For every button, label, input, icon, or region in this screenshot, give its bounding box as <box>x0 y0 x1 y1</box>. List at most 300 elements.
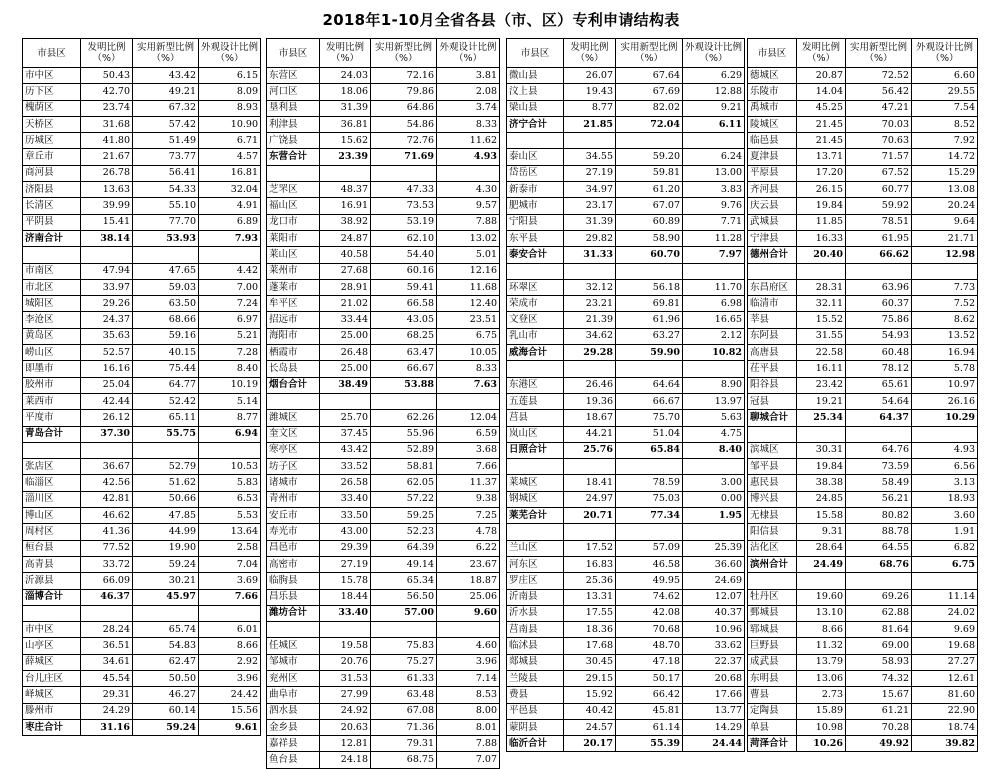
table-row <box>748 312 978 328</box>
utility-ratio-cell: 75.83 <box>371 638 437 654</box>
invention-ratio-cell: 24.18 <box>320 752 371 768</box>
area-name-cell: 利津县 <box>267 116 320 132</box>
area-name-cell: 莘县 <box>748 312 797 328</box>
utility-ratio-cell: 56.50 <box>371 589 437 605</box>
design-ratio-cell: 4.93 <box>437 149 500 165</box>
invention-ratio-cell: 52.57 <box>81 345 133 361</box>
invention-ratio-cell: 20.87 <box>797 68 846 84</box>
table-row <box>267 638 500 654</box>
design-ratio-cell: 8.40 <box>683 442 745 458</box>
area-name-cell <box>267 622 320 638</box>
header-design-label: 外观设计比例 <box>439 42 497 53</box>
table-row <box>748 573 978 589</box>
design-ratio-cell: 12.88 <box>683 84 745 100</box>
design-ratio-cell: 2.08 <box>437 84 500 100</box>
design-ratio-cell: 5.83 <box>199 475 261 491</box>
utility-ratio-cell: 56.18 <box>616 279 683 295</box>
invention-ratio-cell: 33.44 <box>320 312 371 328</box>
invention-ratio-cell <box>564 524 616 540</box>
invention-ratio-cell <box>564 133 616 149</box>
design-ratio-cell: 11.70 <box>683 279 745 295</box>
invention-ratio-cell: 24.03 <box>320 68 371 84</box>
table-row <box>507 589 745 605</box>
design-ratio-cell: 12.04 <box>437 410 500 426</box>
invention-ratio-cell: 17.52 <box>564 540 616 556</box>
table-row <box>748 84 978 100</box>
invention-ratio-cell: 15.78 <box>320 573 371 589</box>
utility-ratio-cell: 59.41 <box>371 279 437 295</box>
utility-ratio-cell: 55.75 <box>133 426 199 442</box>
invention-ratio-cell: 30.45 <box>564 654 616 670</box>
invention-ratio-cell: 23.21 <box>564 296 616 312</box>
area-name-cell: 市北区 <box>23 279 81 295</box>
design-ratio-cell: 18.74 <box>912 719 978 735</box>
area-name-cell: 沾化区 <box>748 540 797 556</box>
area-name-cell: 菏泽合计 <box>748 736 797 752</box>
table-row <box>23 100 261 116</box>
table-row <box>748 622 978 638</box>
design-ratio-cell: 10.90 <box>199 116 261 132</box>
area-name-cell: 德州合计 <box>748 247 797 263</box>
design-ratio-cell: 7.66 <box>199 589 261 605</box>
area-name-cell: 岚山区 <box>507 426 564 442</box>
design-ratio-cell: 6.94 <box>199 426 261 442</box>
design-ratio-cell: 7.97 <box>683 247 745 263</box>
table-row <box>507 198 745 214</box>
area-name-cell: 滨城区 <box>748 442 797 458</box>
utility-ratio-cell: 47.33 <box>371 182 437 198</box>
table-row <box>23 182 261 198</box>
area-name-cell: 巨野县 <box>748 638 797 654</box>
invention-ratio-cell: 21.45 <box>797 133 846 149</box>
area-name-cell: 成武县 <box>748 654 797 670</box>
design-ratio-cell: 8.52 <box>912 116 978 132</box>
total-row <box>507 736 745 752</box>
utility-ratio-cell: 64.77 <box>133 377 199 393</box>
design-ratio-cell: 3.96 <box>199 670 261 686</box>
utility-ratio-cell: 75.86 <box>846 312 912 328</box>
design-ratio-cell: 29.55 <box>912 84 978 100</box>
area-name-cell: 青岛合计 <box>23 426 81 442</box>
invention-ratio-cell: 24.92 <box>320 703 371 719</box>
invention-ratio-cell: 34.62 <box>564 328 616 344</box>
table-row <box>267 214 500 230</box>
table-row <box>267 328 500 344</box>
table-row <box>267 361 500 377</box>
utility-ratio-cell: 67.07 <box>616 198 683 214</box>
invention-ratio-cell: 15.58 <box>797 508 846 524</box>
header-area <box>507 39 564 68</box>
table-row <box>267 670 500 686</box>
table-row <box>23 312 261 328</box>
invention-ratio-cell: 13.06 <box>797 670 846 686</box>
utility-ratio-cell: 58.90 <box>616 230 683 246</box>
total-row <box>23 589 261 605</box>
invention-ratio-cell: 10.98 <box>797 719 846 735</box>
design-ratio-cell: 8.77 <box>199 410 261 426</box>
design-ratio-cell: 7.00 <box>199 279 261 295</box>
design-ratio-cell: 24.02 <box>912 605 978 621</box>
area-name-cell: 烟台合计 <box>267 377 320 393</box>
design-ratio-cell: 1.91 <box>912 524 978 540</box>
invention-ratio-cell: 25.00 <box>320 328 371 344</box>
header-utility-unit: （%） <box>389 53 418 64</box>
invention-ratio-cell: 50.43 <box>81 68 133 84</box>
header-row <box>23 39 261 68</box>
area-name-cell: 庆云县 <box>748 198 797 214</box>
design-ratio-cell: 13.52 <box>912 328 978 344</box>
area-name-cell: 市中区 <box>23 68 81 84</box>
design-ratio-cell: 3.81 <box>437 68 500 84</box>
invention-ratio-cell: 16.11 <box>797 361 846 377</box>
total-row <box>23 230 261 246</box>
utility-ratio-cell: 57.42 <box>133 116 199 132</box>
design-ratio-cell: 13.97 <box>683 393 745 409</box>
utility-ratio-cell: 63.27 <box>616 328 683 344</box>
invention-ratio-cell: 18.06 <box>320 84 371 100</box>
design-ratio-cell: 6.29 <box>683 68 745 84</box>
invention-ratio-cell: 9.31 <box>797 524 846 540</box>
invention-ratio-cell: 41.80 <box>81 133 133 149</box>
utility-ratio-cell: 53.19 <box>371 214 437 230</box>
table-row <box>23 377 261 393</box>
invention-ratio-cell: 19.21 <box>797 393 846 409</box>
invention-ratio-cell: 15.52 <box>797 312 846 328</box>
design-ratio-cell: 3.96 <box>437 654 500 670</box>
invention-ratio-cell: 33.52 <box>320 459 371 475</box>
table-row <box>748 475 978 491</box>
design-ratio-cell: 4.60 <box>437 638 500 654</box>
invention-ratio-cell: 26.58 <box>320 475 371 491</box>
area-name-cell: 海阳市 <box>267 328 320 344</box>
area-name-cell: 牡丹区 <box>748 589 797 605</box>
table-row <box>748 279 978 295</box>
area-name-cell: 临朐县 <box>267 573 320 589</box>
utility-ratio-cell: 75.27 <box>371 654 437 670</box>
utility-ratio-cell: 30.21 <box>133 573 199 589</box>
invention-ratio-cell: 20.76 <box>320 654 371 670</box>
header-row <box>267 39 500 68</box>
design-ratio-cell: 9.64 <box>912 214 978 230</box>
invention-ratio-cell: 28.91 <box>320 279 371 295</box>
invention-ratio-cell: 25.36 <box>564 573 616 589</box>
invention-ratio-cell: 21.67 <box>81 149 133 165</box>
area-name-cell: 金乡县 <box>267 719 320 735</box>
table-row <box>507 296 745 312</box>
utility-ratio-cell: 48.70 <box>616 638 683 654</box>
area-name-cell: 平阴县 <box>23 214 81 230</box>
area-name-cell: 东港区 <box>507 377 564 393</box>
area-name-cell: 曹县 <box>748 687 797 703</box>
table-row <box>267 426 500 442</box>
invention-ratio-cell <box>81 247 133 263</box>
utility-ratio-cell: 62.05 <box>371 475 437 491</box>
design-ratio-cell: 9.38 <box>437 491 500 507</box>
header-utility-label: 实用新型比例 <box>849 42 907 53</box>
design-ratio-cell: 21.71 <box>912 230 978 246</box>
area-name-cell: 兰山区 <box>507 540 564 556</box>
invention-ratio-cell: 25.04 <box>81 377 133 393</box>
total-row <box>507 345 745 361</box>
invention-ratio-cell: 31.39 <box>564 214 616 230</box>
area-name-cell: 枣庄合计 <box>23 719 81 735</box>
design-ratio-cell: 0.00 <box>683 491 745 507</box>
table-row <box>507 214 745 230</box>
invention-ratio-cell: 16.83 <box>564 556 616 572</box>
table-row <box>748 524 978 540</box>
page-title: 2018年1-10月全省各县（市、区）专利申请结构表 <box>322 11 680 29</box>
table-row <box>748 719 978 735</box>
header-utility-unit: （%） <box>634 53 664 64</box>
header-row <box>748 39 978 68</box>
area-name-cell: 钢城区 <box>507 491 564 507</box>
table-row <box>267 524 500 540</box>
area-name-cell: 武城县 <box>748 214 797 230</box>
invention-ratio-cell: 36.81 <box>320 116 371 132</box>
design-ratio-cell: 4.75 <box>683 426 745 442</box>
invention-ratio-cell: 31.55 <box>797 328 846 344</box>
utility-ratio-cell: 63.48 <box>371 687 437 703</box>
table-row <box>267 491 500 507</box>
invention-ratio-cell: 10.26 <box>797 736 846 752</box>
table-row <box>267 687 500 703</box>
invention-ratio-cell: 19.43 <box>564 84 616 100</box>
total-row <box>267 377 500 393</box>
design-ratio-cell: 6.60 <box>912 68 978 84</box>
area-name-cell: 招远市 <box>267 312 320 328</box>
utility-ratio-cell: 64.64 <box>616 377 683 393</box>
design-ratio-cell: 10.19 <box>199 377 261 393</box>
area-name-cell: 历下区 <box>23 84 81 100</box>
header-design-label: 外观设计比例 <box>201 42 259 53</box>
area-name-cell: 新泰市 <box>507 182 564 198</box>
area-name-cell: 五莲县 <box>507 393 564 409</box>
invention-ratio-cell <box>564 459 616 475</box>
table-row <box>23 247 261 263</box>
invention-ratio-cell: 48.37 <box>320 182 371 198</box>
area-name-cell: 兰陵县 <box>507 670 564 686</box>
design-ratio-cell: 32.04 <box>199 182 261 198</box>
area-name-cell: 河口区 <box>267 84 320 100</box>
area-name-cell: 任城区 <box>267 638 320 654</box>
table-row <box>23 279 261 295</box>
table-row <box>748 508 978 524</box>
utility-ratio-cell: 57.00 <box>371 605 437 621</box>
invention-ratio-cell: 24.37 <box>81 312 133 328</box>
design-ratio-cell: 18.87 <box>437 573 500 589</box>
utility-ratio-cell: 70.28 <box>846 719 912 735</box>
invention-ratio-cell: 19.58 <box>320 638 371 654</box>
utility-ratio-cell: 66.58 <box>371 296 437 312</box>
invention-ratio-cell: 25.70 <box>320 410 371 426</box>
invention-ratio-cell: 27.68 <box>320 263 371 279</box>
area-name-cell: 临沂合计 <box>507 736 564 752</box>
area-name-cell: 潍坊合计 <box>267 605 320 621</box>
design-ratio-cell: 16.65 <box>683 312 745 328</box>
area-name-cell: 商河县 <box>23 165 81 181</box>
utility-ratio-cell: 46.58 <box>616 556 683 572</box>
design-ratio-cell: 7.07 <box>437 752 500 768</box>
design-ratio-cell <box>683 263 745 279</box>
area-name-cell: 峄城区 <box>23 687 81 703</box>
design-ratio-cell: 3.68 <box>437 442 500 458</box>
header-invention-label: 发明比例 <box>801 42 840 53</box>
design-ratio-cell <box>199 442 261 458</box>
area-name-cell: 阳信县 <box>748 524 797 540</box>
utility-ratio-cell: 73.59 <box>846 459 912 475</box>
invention-ratio-cell <box>320 165 371 181</box>
design-ratio-cell: 81.60 <box>912 687 978 703</box>
utility-ratio-cell: 60.37 <box>846 296 912 312</box>
utility-ratio-cell: 43.05 <box>371 312 437 328</box>
table-block-2 <box>266 38 500 769</box>
header-area-label: 市县区 <box>278 47 308 59</box>
design-ratio-cell: 9.21 <box>683 100 745 116</box>
invention-ratio-cell: 33.40 <box>320 491 371 507</box>
utility-ratio-cell: 64.76 <box>846 442 912 458</box>
design-ratio-cell: 7.63 <box>437 377 500 393</box>
table-row <box>507 638 745 654</box>
design-ratio-cell: 7.04 <box>199 556 261 572</box>
design-ratio-cell: 8.09 <box>199 84 261 100</box>
design-ratio-cell: 1.95 <box>683 508 745 524</box>
utility-ratio-cell: 69.81 <box>616 296 683 312</box>
design-ratio-cell: 6.53 <box>199 491 261 507</box>
utility-ratio-cell: 54.83 <box>133 638 199 654</box>
area-name-cell: 台儿庄区 <box>23 670 81 686</box>
design-ratio-cell: 7.54 <box>912 100 978 116</box>
area-name-cell: 平原县 <box>748 165 797 181</box>
utility-ratio-cell: 62.10 <box>371 230 437 246</box>
design-ratio-cell: 39.82 <box>912 736 978 752</box>
invention-ratio-cell: 43.00 <box>320 524 371 540</box>
design-ratio-cell: 24.42 <box>199 687 261 703</box>
table-row <box>23 410 261 426</box>
area-name-cell: 莱西市 <box>23 393 81 409</box>
design-ratio-cell: 3.74 <box>437 100 500 116</box>
invention-ratio-cell: 31.39 <box>320 100 371 116</box>
invention-ratio-cell: 29.26 <box>81 296 133 312</box>
utility-ratio-cell: 63.50 <box>133 296 199 312</box>
invention-ratio-cell: 46.37 <box>81 589 133 605</box>
utility-ratio-cell: 15.67 <box>846 687 912 703</box>
utility-ratio-cell: 67.69 <box>616 84 683 100</box>
area-name-cell: 聊城合计 <box>748 410 797 426</box>
total-row <box>748 736 978 752</box>
invention-ratio-cell: 16.91 <box>320 198 371 214</box>
area-name-cell: 泰安合计 <box>507 247 564 263</box>
invention-ratio-cell: 34.97 <box>564 182 616 198</box>
area-name-cell: 无棣县 <box>748 508 797 524</box>
area-name-cell: 滕州市 <box>23 703 81 719</box>
area-name-cell <box>507 263 564 279</box>
table-row <box>267 133 500 149</box>
design-ratio-cell: 22.90 <box>912 703 978 719</box>
table-row <box>748 426 978 442</box>
design-ratio-cell: 6.24 <box>683 149 745 165</box>
table-row <box>748 328 978 344</box>
utility-ratio-cell: 74.32 <box>846 670 912 686</box>
table-row <box>23 214 261 230</box>
design-ratio-cell: 20.68 <box>683 670 745 686</box>
utility-ratio-cell: 43.42 <box>133 68 199 84</box>
table-row <box>267 345 500 361</box>
utility-ratio-cell: 65.11 <box>133 410 199 426</box>
utility-ratio-cell: 81.64 <box>846 622 912 638</box>
utility-ratio-cell: 49.21 <box>133 84 199 100</box>
table-row <box>748 182 978 198</box>
table-row <box>507 573 745 589</box>
table-row <box>748 133 978 149</box>
design-ratio-cell: 6.56 <box>912 459 978 475</box>
invention-ratio-cell: 25.00 <box>320 361 371 377</box>
area-name-cell: 郓城县 <box>748 622 797 638</box>
area-name-cell: 黄岛区 <box>23 328 81 344</box>
table-row <box>507 393 745 409</box>
area-name-cell: 沂南县 <box>507 589 564 605</box>
design-ratio-cell: 7.52 <box>912 296 978 312</box>
area-name-cell: 青州市 <box>267 491 320 507</box>
design-ratio-cell: 15.56 <box>199 703 261 719</box>
table-row <box>23 508 261 524</box>
header-utility <box>846 39 912 68</box>
area-name-cell: 蓬莱市 <box>267 279 320 295</box>
table-row <box>267 703 500 719</box>
design-ratio-cell <box>683 459 745 475</box>
utility-ratio-cell: 82.02 <box>616 100 683 116</box>
invention-ratio-cell: 18.44 <box>320 589 371 605</box>
design-ratio-cell: 4.42 <box>199 263 261 279</box>
area-name-cell <box>748 573 797 589</box>
utility-ratio-cell: 59.90 <box>616 345 683 361</box>
area-name-cell: 荣成市 <box>507 296 564 312</box>
area-name-cell: 李沧区 <box>23 312 81 328</box>
design-ratio-cell: 6.75 <box>437 328 500 344</box>
invention-ratio-cell: 21.39 <box>564 312 616 328</box>
area-name-cell: 垦利县 <box>267 100 320 116</box>
design-ratio-cell: 8.33 <box>437 116 500 132</box>
design-ratio-cell: 4.91 <box>199 198 261 214</box>
table-block-1 <box>22 38 261 736</box>
utility-ratio-cell: 65.61 <box>846 377 912 393</box>
utility-ratio-cell: 50.66 <box>133 491 199 507</box>
design-ratio-cell: 13.02 <box>437 230 500 246</box>
area-name-cell: 禹城市 <box>748 100 797 116</box>
design-ratio-cell: 16.81 <box>199 165 261 181</box>
header-utility <box>133 39 199 68</box>
area-name-cell <box>267 393 320 409</box>
area-name-cell: 长清区 <box>23 198 81 214</box>
invention-ratio-cell: 38.14 <box>81 230 133 246</box>
design-ratio-cell: 18.93 <box>912 491 978 507</box>
design-ratio-cell: 6.97 <box>199 312 261 328</box>
utility-ratio-cell: 72.52 <box>846 68 912 84</box>
area-name-cell: 平度市 <box>23 410 81 426</box>
utility-ratio-cell: 72.04 <box>616 116 683 132</box>
table-row <box>267 230 500 246</box>
design-ratio-cell: 5.53 <box>199 508 261 524</box>
invention-ratio-cell: 34.55 <box>564 149 616 165</box>
design-ratio-cell: 6.71 <box>199 133 261 149</box>
area-name-cell: 天桥区 <box>23 116 81 132</box>
area-name-cell: 东阿县 <box>748 328 797 344</box>
design-ratio-cell <box>912 426 978 442</box>
utility-ratio-cell: 57.22 <box>371 491 437 507</box>
table-row <box>23 296 261 312</box>
invention-ratio-cell: 37.30 <box>81 426 133 442</box>
invention-ratio-cell: 24.49 <box>797 556 846 572</box>
design-ratio-cell: 25.06 <box>437 589 500 605</box>
